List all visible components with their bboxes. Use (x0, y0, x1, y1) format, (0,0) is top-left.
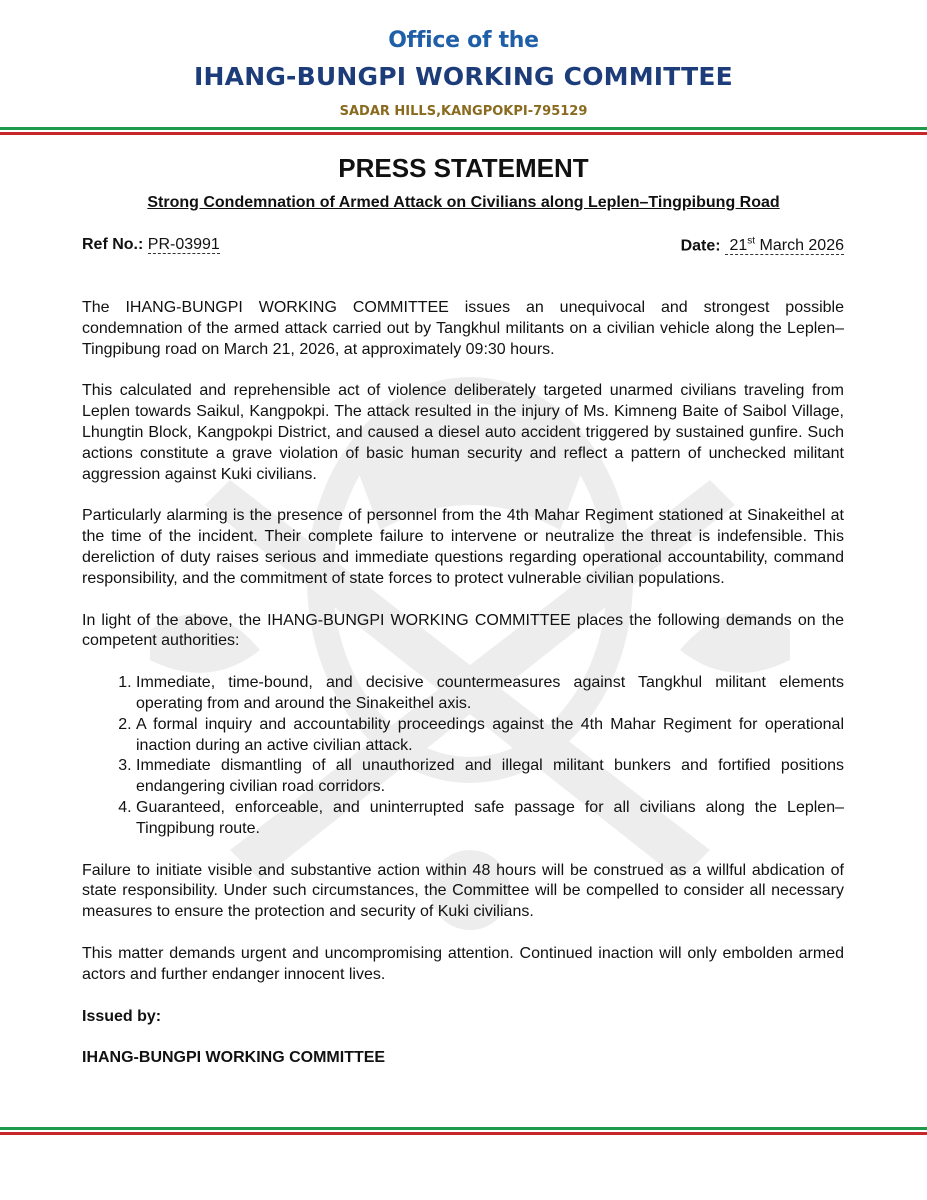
header-divider (0, 127, 927, 135)
date-rest: March 2026 (755, 237, 844, 255)
paragraph: Failure to initiate visible and substantive action within 48 hours will be construed as a willful abdication of state responsibility. Under such circumstances, the Committee will be compelled to consider all necessary measures to ensure the protection and security of Kuki civilians. (82, 861, 844, 921)
date-day: 21 (729, 237, 748, 255)
office-line: Office of the (388, 28, 539, 53)
date-suffix: st (747, 236, 756, 247)
demand-item: 1. Immediate, time-bound, and decisive countermeasures against Tangkhul militant elements operating from and around the Sinakeithel axis. (136, 673, 844, 715)
statement-body (82, 298, 844, 1090)
date-value (725, 237, 844, 255)
ref-value: PR-03991 (147, 236, 220, 253)
document-subtitle: Strong Condemnation of Armed Attack on Civilians along Leplen–Tingpibung Road (147, 194, 780, 211)
demand-item: 2. A formal inquiry and accountability proceedings against the 4th Mahar Regiment for operational inaction during an active civilian attack. (136, 715, 844, 757)
demand-item: 4. Guaranteed, enforceable, and uninterrupted safe passage for all civilians along the Leplen–Tingpibung route. (136, 798, 844, 840)
paragraph: In light of the above, the IHANG-BUNGPI WORKING COMMITTEE places the following demands on the competent authorities: (82, 611, 844, 650)
paragraph: The IHANG-BUNGPI WORKING COMMITTEE issues an unequivocal and strongest possible condemnation of the armed attack carried out by Tangkhul militants on a civilian vehicle along the Leplen–Tingpibung road on March 21, 2026, at approximately 09:30 hours. (82, 299, 844, 358)
address-line: SADAR HILLS,KANGPOKPI-795129 (339, 104, 588, 119)
document-title: PRESS STATEMENT (338, 153, 589, 183)
paragraph: This matter demands urgent and uncompromising attention. Continued inaction will only embolden armed actors and further endanger innocent lives. (82, 944, 844, 983)
demand-item: 3. Immediate dismantling of all unauthorized and illegal militant bunkers and fortified positions endangering civilian road corridors. (136, 756, 844, 798)
paragraph: This calculated and reprehensible act of violence deliberately targeted unarmed civilians traveling from Leplen towards Saikul, Kangpokpi. The attack resulted in the injury of Ms. Kimneng Baite of Saibol Village, Lhungtin Block, Kangpokpi District, and caused a diesel auto accident triggered by sustained gunfire. Such actions constitute a grave violation of basic human security and reflect a pattern of unchecked militant aggression against Kuki civilians. (82, 382, 844, 483)
footer-divider (0, 1127, 927, 1135)
ref-number (82, 236, 220, 255)
date (681, 236, 844, 255)
ref-label: Ref No.: (82, 236, 144, 253)
demands-list (82, 673, 844, 839)
issued-label: Issued by: (82, 1007, 162, 1025)
paragraph: Particularly alarming is the presence of personnel from the 4th Mahar Regiment stationed at Sinakeithel at the time of the incident. Their complete failure to intervene or neutralize the threat is indefensible. This dereliction of duty raises serious and immediate questions regarding operational accountability, command responsibility, and the commitment of state forces to protect vulnerable civilian populations. (82, 507, 844, 587)
reference-row (82, 236, 844, 255)
date-label: Date: (680, 237, 721, 255)
organization-name: IHANG-BUNGPI WORKING COMMITTEE (194, 62, 733, 91)
issued-organization: IHANG-BUNGPI WORKING COMMITTEE (82, 1049, 386, 1067)
